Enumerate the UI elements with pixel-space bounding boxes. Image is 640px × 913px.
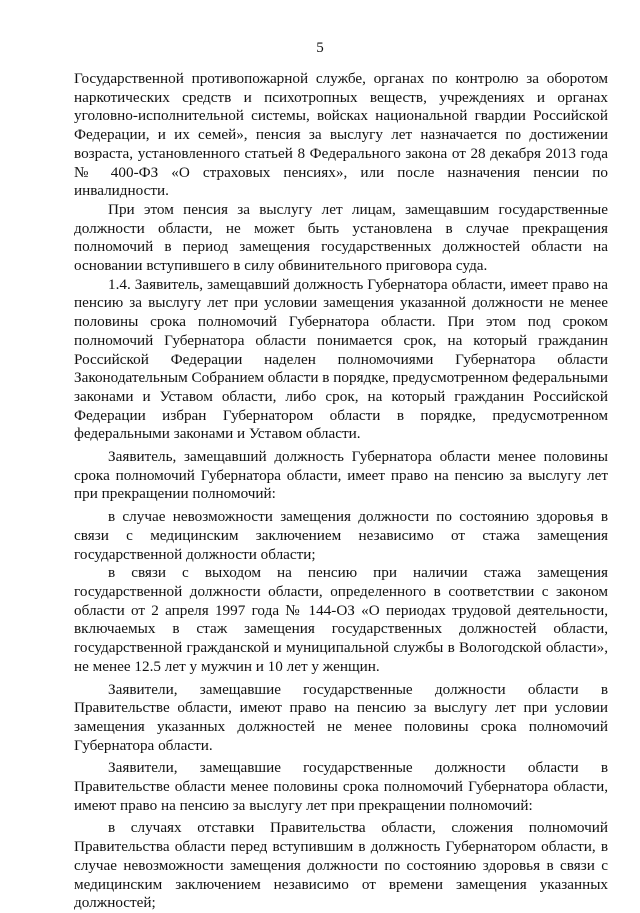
document-body — [74, 70, 608, 913]
paragraph-government-members: Заявители, замещавшие государственные должности области в Правительстве области, имеют право на пенсию за выслугу лет при условии замещения указанных должностей не менее половины срока полномочий Губернатора области. — [74, 680, 608, 754]
paragraph-termination-conviction: При этом пенсия за выслугу лет лицам, замещавшим государственные должности области, не может быть установлена в случае прекращения полномочий в период замещения государственных должностей области на основании вступившего в силу обвинительного приговора суда. — [74, 200, 608, 275]
paragraph-continuation: Государственной противопожарной службе, органах по контролю за оборотом наркотических средств и психотропных веществ, учреждениях и органах уголовно-исполнительной системы, войсках национальной гвардии Российской Федерации, и их семей», пенсия за выслугу лет назначается по достижении возраста, установленного статьей 8 Федерального закона от 28 декабря 2013 года № 400-ФЗ «О страховых пенсиях», или после назначения пенсии по инвалидности. — [74, 70, 608, 200]
paragraph-government-less-than-half: Заявители, замещавшие государственные должности области в Правительстве области менее половины срока полномочий Губернатора области, имеют право на пенсию за выслугу лет при прекращении полномочий: — [74, 759, 608, 814]
paragraph-1-4-governor: 1.4. Заявитель, замещавший должность Губернатора области, имеет право на пенсию за выслугу лет при условии замещения указанной должности не менее половины срока полномочий Губернатора области. При этом под сроком полномочий Губернатора области понимается срок, на который гражданин Российской Федерации наделен полномочиями Губернатора области Законодательным Собранием области в порядке, предусмотренном федеральными законами и Уставом области, либо срок, на который гражданин Российской Федерации избран Губернатором области в порядке, предусмотренном федеральными законами и Уставом области. — [74, 275, 608, 443]
page-number: 5 — [316, 40, 324, 56]
paragraph-health-reasons: в случае невозможности замещения должности по состоянию здоровья в связи с медицинским заключением независимо от стажа замещения государственной должности области; — [74, 508, 608, 563]
paragraph-resignation-cases: в случаях отставки Правительства области, сложения полномочий Правительства области перед вступившим в должность Губернатором области, в случае невозможности замещения должности по состоянию здоровья в связи с медицинским заключением независимо от времени замещения указанных должностей; — [74, 819, 608, 912]
paragraph-governor-less-than-half: Заявитель, замещавший должность Губернатора области менее половины срока полномочий Губернатора области, имеет право на пенсию за выслугу лет при прекращении полномочий: — [74, 448, 608, 503]
paragraph-retirement-service: в связи с выходом на пенсию при наличии стажа замещения государственной должности области, определенного в соответствии с законом области от 2 апреля 1997 года № 144-ОЗ «О периодах трудовой деятельности, включаемых в стаж замещения государственных должностей области, государственной гражданской и муниципальной службы в Вологодской области», не менее 12.5 лет у мужчин и 10 лет у женщин. — [74, 564, 608, 675]
